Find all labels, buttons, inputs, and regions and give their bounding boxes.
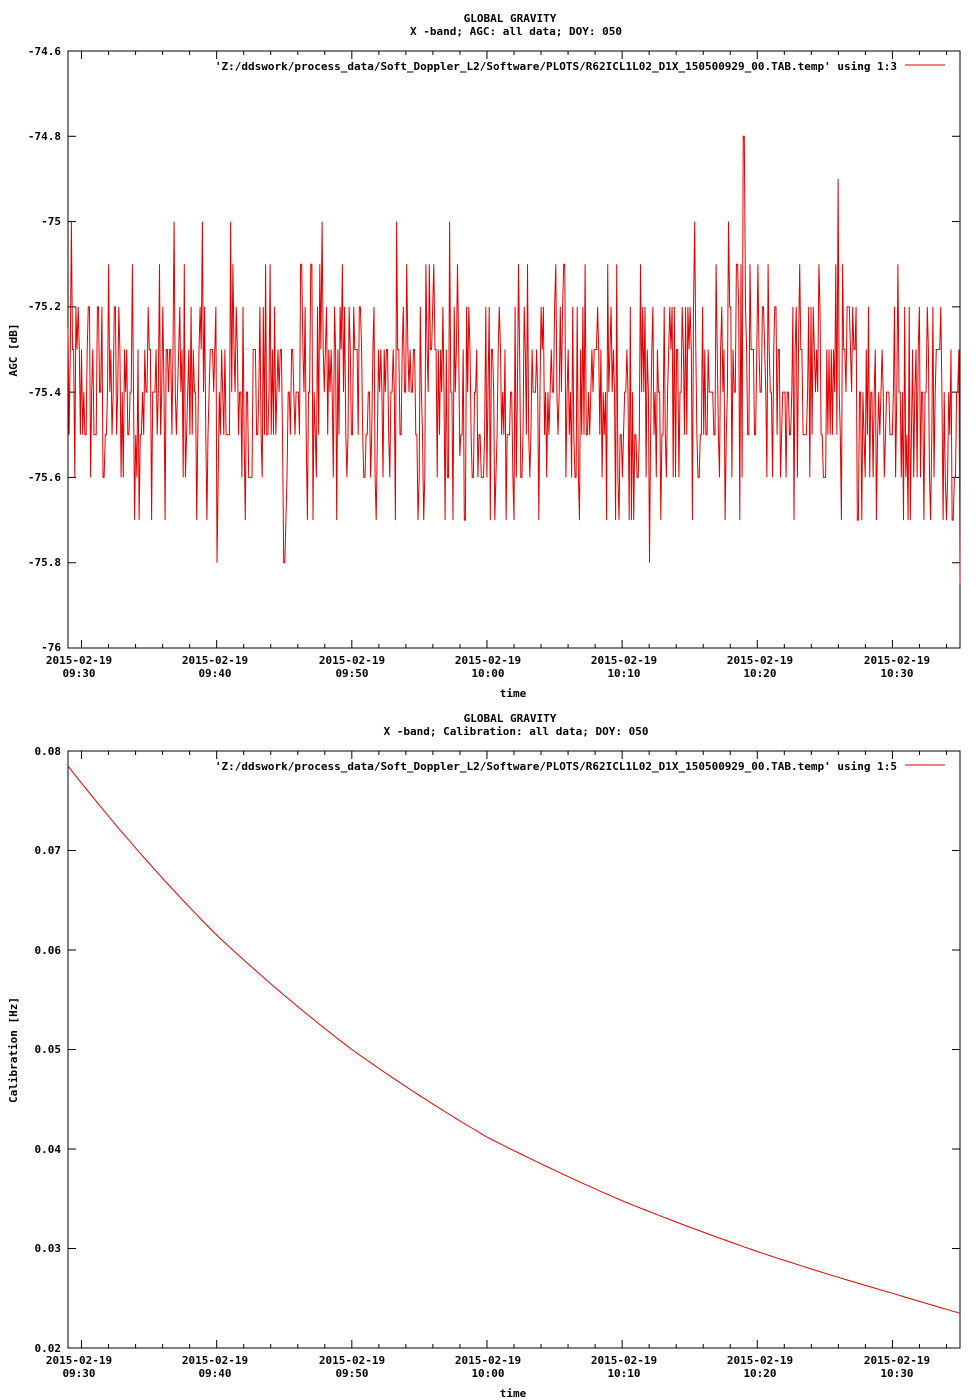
x-tick-date: 2015-02-19	[590, 654, 658, 667]
x-tick-date: 2015-02-19	[318, 654, 386, 667]
x-ticks	[46, 654, 930, 680]
x-tick-time: 09:30	[62, 667, 96, 680]
x-tick-time: 09:50	[335, 667, 369, 680]
y-tick-label: -75.6	[27, 471, 61, 484]
y-tick-label: -75.8	[27, 556, 61, 569]
x-tick-time: 10:10	[607, 1367, 641, 1380]
y-ticks	[35, 745, 62, 1355]
y-axis-label: Calibration [Hz]	[7, 997, 20, 1103]
x-tick-time: 10:00	[471, 667, 505, 680]
y-tick-label: -76	[41, 641, 61, 654]
y-tick-label: 0.07	[34, 844, 61, 857]
y-tick-label: -74.6	[27, 45, 61, 58]
x-tick-time: 09:40	[198, 667, 232, 680]
x-tick-date: 2015-02-19	[181, 1354, 249, 1367]
y-axis-label: AGC [dB]	[7, 323, 20, 377]
x-axis-label: time	[499, 687, 527, 700]
tick-marks	[68, 51, 960, 648]
x-tick-date: 2015-02-19	[45, 1354, 113, 1367]
y-tick-label: 0.03	[34, 1242, 61, 1255]
x-ticks	[46, 1354, 930, 1380]
y-tick-label: 0.04	[34, 1143, 61, 1156]
plot-frame	[68, 51, 960, 648]
x-tick-date: 2015-02-19	[726, 1354, 794, 1367]
x-tick-time: 10:30	[880, 667, 914, 680]
x-tick-time: 10:10	[607, 667, 641, 680]
x-tick-date: 2015-02-19	[318, 1354, 386, 1367]
agc-line	[68, 136, 960, 584]
y-tick-label: 0.05	[34, 1043, 61, 1056]
y-ticks	[28, 45, 61, 654]
x-tick-time: 10:20	[743, 667, 777, 680]
x-tick-time: 09:30	[62, 1367, 96, 1380]
chart-title: GLOBAL GRAVITY	[463, 12, 557, 25]
y-tick-label: 0.08	[34, 745, 61, 758]
x-tick-date: 2015-02-19	[863, 1354, 931, 1367]
agc-chart	[7, 12, 960, 700]
chart-title: GLOBAL GRAVITY	[463, 712, 557, 725]
x-tick-date: 2015-02-19	[454, 654, 522, 667]
x-tick-time: 10:30	[880, 1367, 914, 1380]
legend-label: 'Z:/ddswork/process_data/Soft_Doppler_L2/Software/PLOTS/R62ICL1L02_D1X_150500929_00.TAB.temp' using 1:3	[214, 60, 897, 73]
x-tick-date: 2015-02-19	[181, 654, 249, 667]
agc-series	[68, 136, 960, 584]
x-tick-date: 2015-02-19	[863, 654, 931, 667]
x-tick-date: 2015-02-19	[454, 1354, 522, 1367]
chart-subtitle: X -band; AGC: all data; DOY: 050	[410, 25, 622, 38]
y-tick-label: -75.2	[27, 300, 61, 313]
legend-label: 'Z:/ddswork/process_data/Soft_Doppler_L2/Software/PLOTS/R62ICL1L02_D1X_150500929_00.TAB.temp' using 1:5	[214, 760, 897, 773]
chart-subtitle: X -band; Calibration: all data; DOY: 050	[383, 725, 649, 738]
y-tick-label: 0.06	[34, 944, 61, 957]
y-tick-label: -75	[41, 215, 61, 228]
x-tick-time: 09:40	[198, 1367, 232, 1380]
x-tick-time: 10:00	[471, 1367, 505, 1380]
calibration-line	[68, 766, 960, 1313]
y-tick-label: -74.8	[27, 130, 61, 143]
y-tick-label: -75.4	[27, 386, 61, 399]
x-tick-time: 10:20	[743, 1367, 777, 1380]
x-tick-date: 2015-02-19	[590, 1354, 658, 1367]
tick-marks	[68, 751, 960, 1348]
calibration-chart	[7, 712, 960, 1400]
y-tick-label: 0.02	[34, 1342, 61, 1355]
x-axis-label: time	[499, 1387, 527, 1400]
x-tick-date: 2015-02-19	[45, 654, 113, 667]
plot-frame	[68, 751, 960, 1348]
x-tick-date: 2015-02-19	[726, 654, 794, 667]
calibration-series	[68, 766, 960, 1313]
x-tick-time: 09:50	[335, 1367, 369, 1380]
